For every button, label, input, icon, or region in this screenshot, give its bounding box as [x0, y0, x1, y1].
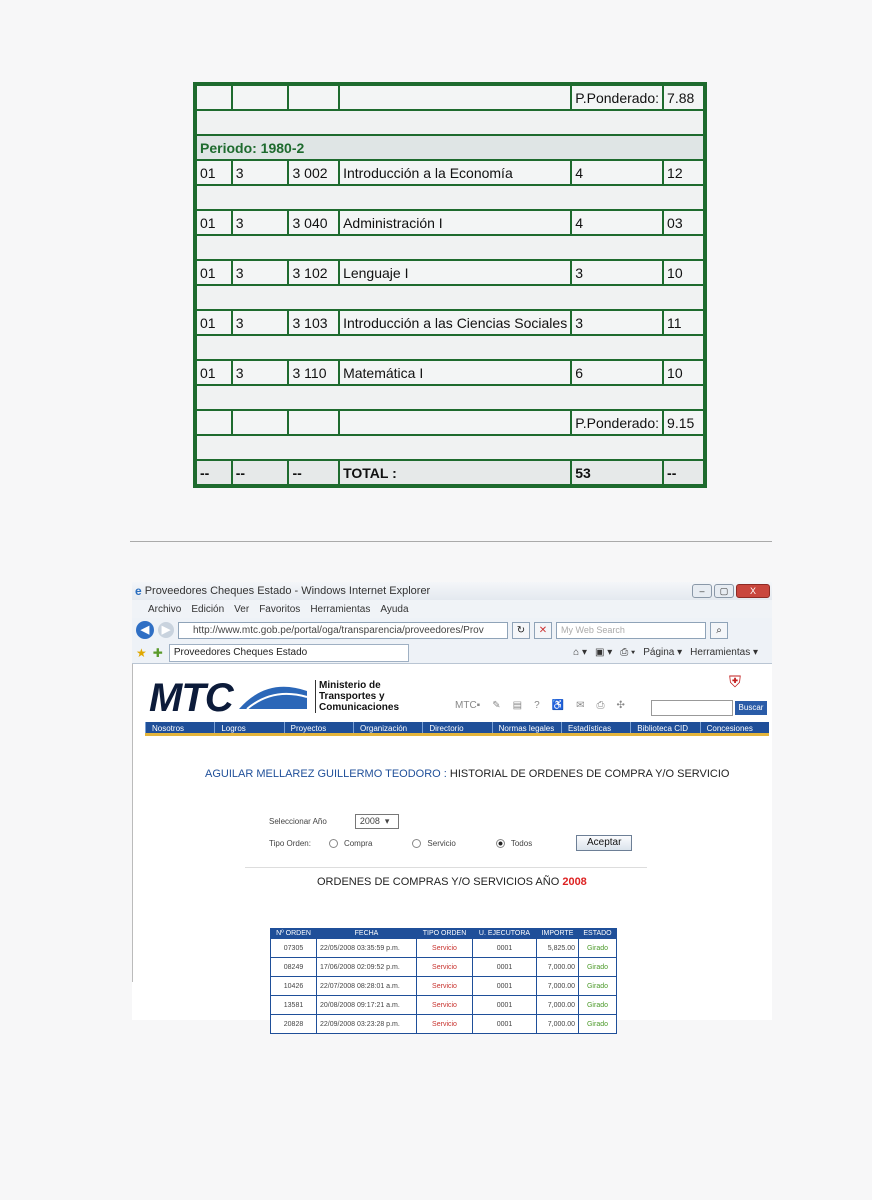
maximize-button[interactable]: ▢ — [714, 584, 734, 598]
grades-cell: 3 040 — [288, 210, 339, 235]
grades-cell — [196, 85, 232, 110]
menu-herramientas[interactable]: Herramientas — [310, 603, 371, 615]
grades-cell: 3 — [232, 210, 289, 235]
refresh-icon[interactable]: ↻ — [512, 622, 530, 639]
ministry-name: Ministerio de Transportes y Comunicaciones — [315, 680, 399, 713]
radio-compra[interactable] — [329, 839, 338, 848]
grades-cell: Matemática I — [339, 360, 571, 385]
mtc-tv-icon[interactable]: MTC▪ — [455, 700, 481, 711]
window-title: Proveedores Cheques Estado - Windows Internet Explorer — [144, 585, 431, 597]
pin-icon[interactable]: ✎ — [492, 700, 501, 711]
grades-cell: 10 — [663, 360, 704, 385]
orders-cell: 0001 — [473, 977, 537, 996]
window-titlebar — [132, 582, 772, 600]
tab-proveedores[interactable]: Proveedores Cheques Estado — [169, 644, 409, 662]
period-label: Periodo: 1980-2 — [196, 135, 704, 160]
grades-cell — [339, 410, 571, 435]
order-type-label: Tipo Orden: — [269, 838, 311, 848]
back-arrow-icon[interactable]: ◀ — [136, 621, 154, 639]
orders-title: ORDENES DE COMPRAS Y/O SERVICIOS AÑO 2008 — [317, 876, 587, 888]
url-input[interactable]: http://www.mtc.gob.pe/portal/oga/transparencia/proveedores/Prov — [178, 622, 508, 639]
grades-cell: 01 — [196, 360, 232, 385]
tab-bar — [132, 642, 772, 664]
orders-cell: Girado — [579, 977, 617, 996]
grades-table — [195, 84, 705, 486]
grades-spacer-row — [196, 235, 704, 260]
spacer-cell — [196, 385, 704, 410]
address-bar — [132, 618, 772, 642]
grades-cell: 01 — [196, 160, 232, 185]
grades-cell: 01 — [196, 310, 232, 335]
orders-cell: Servicio — [417, 939, 473, 958]
page-menu[interactable]: Página ▾ — [643, 647, 683, 658]
feeds-icon[interactable]: ▣ ▾ — [595, 647, 613, 658]
orders-cell: 7,000.00 — [537, 958, 579, 977]
orders-column-header: U. EJECUTORA — [473, 929, 537, 939]
home-icon[interactable]: ⌂ ▾ — [573, 647, 587, 658]
grades-row — [196, 160, 704, 185]
grades-cell: -- — [232, 460, 289, 485]
peru-seal-icon: ⛨ — [728, 674, 741, 691]
close-button[interactable]: X — [736, 584, 770, 598]
forward-arrow-icon[interactable]: ▶ — [158, 622, 174, 638]
orders-cell: 0001 — [473, 958, 537, 977]
grades-row — [196, 360, 704, 385]
orders-cell: 20/08/2008 09:17:21 a.m. — [317, 996, 417, 1015]
orders-cell: 22/05/2008 03:35:59 p.m. — [317, 939, 417, 958]
orders-row — [271, 1015, 617, 1034]
order-number-link[interactable]: 08249 — [271, 958, 317, 977]
grades-row — [196, 260, 704, 285]
help-icon[interactable]: ? — [534, 700, 540, 711]
grades-cell: 12 — [663, 160, 704, 185]
orders-row — [271, 996, 617, 1015]
orders-cell: Girado — [579, 939, 617, 958]
orders-cell: Girado — [579, 1015, 617, 1034]
nav-directorio[interactable]: Directorio — [422, 722, 491, 733]
grades-cell: 11 — [663, 310, 704, 335]
grades-cell: P.Ponderado: — [571, 85, 663, 110]
orders-cell: 0001 — [473, 939, 537, 958]
orders-row — [271, 977, 617, 996]
menu-edicion[interactable]: Edición — [191, 603, 225, 615]
ie-logo-icon: e — [135, 584, 142, 598]
grades-cell: Introducción a las Ciencias Sociales — [339, 310, 571, 335]
grades-cell — [232, 85, 289, 110]
grades-cell: 4 — [571, 160, 663, 185]
favorites-star-icon[interactable]: ★ — [136, 645, 147, 660]
web-search-input[interactable]: My Web Search — [556, 622, 706, 639]
radio-todos-label: Todos — [510, 838, 533, 848]
orders-table — [270, 928, 617, 1034]
orders-column-header: TIPO ORDEN — [417, 929, 473, 939]
nav-logros[interactable]: Logros — [214, 722, 283, 733]
order-number-link[interactable]: 20828 — [271, 1015, 317, 1034]
radio-servicio[interactable] — [412, 839, 421, 848]
spacer-cell — [196, 185, 704, 210]
radio-compra-label: Compra — [343, 838, 373, 848]
grades-spacer-row — [196, 435, 704, 460]
grades-cell: Lenguaje I — [339, 260, 571, 285]
grades-table-scan — [193, 82, 707, 488]
spacer-cell — [196, 110, 704, 135]
grades-total-row — [196, 460, 704, 485]
grades-cell: 3 — [571, 260, 663, 285]
grades-spacer-row — [196, 285, 704, 310]
grades-cell: 03 — [663, 210, 704, 235]
grades-cell: 53 — [571, 460, 663, 485]
grades-cell: 10 — [663, 260, 704, 285]
stop-icon[interactable]: ✕ — [534, 622, 552, 639]
orders-cell: Girado — [579, 958, 617, 977]
grades-cell: -- — [663, 460, 704, 485]
section-divider — [245, 867, 647, 868]
grades-cell: 3 102 — [288, 260, 339, 285]
grades-cell: 3 — [232, 260, 289, 285]
menu-ayuda[interactable]: Ayuda — [380, 603, 409, 615]
orders-cell: Servicio — [417, 1015, 473, 1034]
grades-cell — [196, 410, 232, 435]
page-title-text: HISTORIAL DE ORDENES DE COMPRA Y/O SERVICIO — [449, 768, 730, 780]
orders-column-header: FECHA — [317, 929, 417, 939]
nav-normas[interactable]: Normas legales — [492, 722, 561, 733]
order-number-link[interactable]: 07305 — [271, 939, 317, 958]
orders-column-header: Nº ORDEN — [271, 929, 317, 939]
menu-ver[interactable]: Ver — [234, 603, 250, 615]
grades-cell: 01 — [196, 210, 232, 235]
order-number-link[interactable]: 13581 — [271, 996, 317, 1015]
grades-cell: -- — [288, 460, 339, 485]
nav-concesiones[interactable]: Concesiones — [700, 722, 769, 733]
orders-cell: 7,000.00 — [537, 996, 579, 1015]
grades-spacer-row — [196, 110, 704, 135]
page-divider — [130, 541, 772, 542]
orders-cell: Girado — [579, 996, 617, 1015]
grades-cell — [232, 410, 289, 435]
printer-icon[interactable]: ⎙ — [596, 700, 605, 711]
orders-year: 2008 — [562, 876, 587, 888]
print-icon[interactable]: ⎙ ▾ — [620, 647, 636, 658]
search-icon[interactable]: ⌕ — [710, 622, 728, 639]
year-select[interactable]: 2008 ▾ — [355, 814, 399, 829]
provider-name: AGUILAR MELLAREZ GUILLERMO TEODORO : — [205, 768, 447, 780]
nav-organizacion[interactable]: Organización — [353, 722, 422, 733]
grades-cell: 3 — [232, 360, 289, 385]
filter-form — [269, 810, 632, 854]
accessibility-icon[interactable]: ♿ — [551, 700, 565, 711]
nav-nosotros[interactable]: Nosotros — [145, 722, 214, 733]
order-number-link[interactable]: 10426 — [271, 977, 317, 996]
grades-cell: 01 — [196, 260, 232, 285]
sitemap-icon[interactable]: ▤ — [512, 700, 523, 711]
site-search-input[interactable] — [651, 700, 733, 716]
grades-cell: TOTAL : — [339, 460, 571, 485]
nav-proyectos[interactable]: Proyectos — [284, 722, 353, 733]
mtc-logo[interactable]: MTC — [149, 676, 233, 720]
grades-cell: 3 — [232, 160, 289, 185]
radio-servicio-label: Servicio — [427, 838, 456, 848]
grades-spacer-row — [196, 385, 704, 410]
orders-column-header: IMPORTE — [537, 929, 579, 939]
add-favorite-icon[interactable]: ✚ — [152, 645, 163, 660]
grades-cell: 4 — [571, 210, 663, 235]
orders-cell: 22/09/2008 03:23:28 p.m. — [317, 1015, 417, 1034]
menu-favoritos[interactable]: Favoritos — [259, 603, 301, 615]
radio-todos[interactable] — [496, 839, 505, 848]
spacer-cell — [196, 435, 704, 460]
spacer-cell — [196, 285, 704, 310]
spacer-cell — [196, 335, 704, 360]
orders-cell: 0001 — [473, 1015, 537, 1034]
spacer-cell — [196, 235, 704, 260]
orders-row — [271, 958, 617, 977]
nav-estadisticas[interactable]: Estadísticas — [561, 722, 630, 733]
grades-row — [196, 210, 704, 235]
grades-cell: 9.15 — [663, 410, 704, 435]
grades-cell: Administración I — [339, 210, 571, 235]
orders-row — [271, 939, 617, 958]
menu-archivo[interactable]: Archivo — [148, 603, 182, 615]
mail-icon[interactable]: ✉ — [576, 700, 585, 711]
grades-cell: -- — [196, 460, 232, 485]
grades-cell: 3 103 — [288, 310, 339, 335]
orders-column-header: ESTADO — [579, 929, 617, 939]
grades-cell: 3 110 — [288, 360, 339, 385]
grades-cell: 3 — [232, 310, 289, 335]
grades-spacer-row — [196, 185, 704, 210]
puzzle-icon[interactable]: ✣ — [616, 700, 625, 711]
orders-cell: 17/06/2008 02:09:52 p.m. — [317, 958, 417, 977]
grades-cell — [339, 85, 571, 110]
nav-biblioteca[interactable]: Biblioteca CID — [630, 722, 699, 733]
grades-spacer-row — [196, 335, 704, 360]
orders-cell: 0001 — [473, 996, 537, 1015]
grades-row — [196, 85, 704, 110]
aceptar-button[interactable]: Aceptar — [576, 835, 632, 851]
grades-period-row — [196, 135, 704, 160]
grades-row — [196, 310, 704, 335]
grades-cell: 3 002 — [288, 160, 339, 185]
grades-cell: Introducción a la Economía — [339, 160, 571, 185]
tools-menu[interactable]: Herramientas ▾ — [690, 647, 758, 658]
grades-cell: 6 — [571, 360, 663, 385]
orders-cell: 22/07/2008 08:28:01 a.m. — [317, 977, 417, 996]
site-nav — [145, 722, 769, 736]
grades-cell: P.Ponderado: — [571, 410, 663, 435]
orders-cell: Servicio — [417, 958, 473, 977]
orders-cell: 7,000.00 — [537, 977, 579, 996]
grades-cell: 7.88 — [663, 85, 704, 110]
site-tool-icons — [455, 700, 625, 711]
mtc-swoosh-icon — [237, 681, 309, 711]
grades-cell — [288, 85, 339, 110]
menu-bar — [132, 600, 772, 618]
year-label: Seleccionar Año — [269, 816, 327, 826]
grades-cell — [288, 410, 339, 435]
grades-cell: 3 — [571, 310, 663, 335]
grades-row — [196, 410, 704, 435]
page-title — [205, 768, 729, 780]
orders-cell: 7,000.00 — [537, 1015, 579, 1034]
chevron-down-icon: ▾ — [382, 815, 390, 826]
orders-cell: Servicio — [417, 977, 473, 996]
buscar-button[interactable]: Buscar — [735, 701, 767, 715]
orders-cell: Servicio — [417, 996, 473, 1015]
minimize-button[interactable]: – — [692, 584, 712, 598]
orders-cell: 5,825.00 — [537, 939, 579, 958]
